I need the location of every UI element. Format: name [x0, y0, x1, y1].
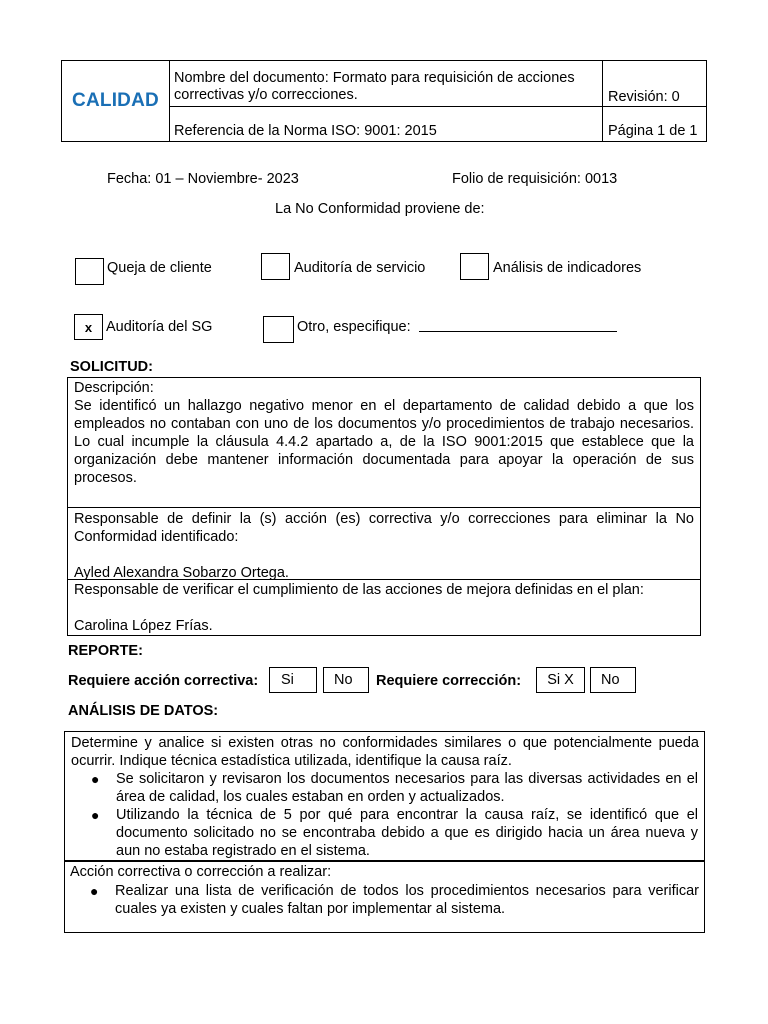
folio: Folio de requisición: 0013 — [452, 171, 618, 187]
action-bullet-list — [69, 882, 699, 918]
checkbox-auditoria-servicio[interactable] — [261, 253, 290, 280]
list-item: ● Utilizando la técnica de 5 por qué para encontrar la causa raíz, se identificó que el documento solicitado no se encontraba debido a que es dirigido hacia un área nueva y aun no estaba registrado en el sistema. — [91, 807, 698, 859]
bullet-icon: ● — [90, 883, 99, 899]
company-logo: CALIDAD — [72, 90, 159, 111]
analisis-instruction: Determine y analice si existen otras no conformidades similares o que potencialmente pueda ocurrir. Indique técnica estadística utilizada, identifique la causa raíz. — [71, 735, 699, 769]
bullet-icon: ● — [91, 771, 100, 787]
checkbox-otro[interactable] — [263, 316, 294, 343]
checkbox-auditoria-sg[interactable]: x — [74, 314, 103, 340]
document-name: Nombre del documento: Formato para requisición de acciones correctivas y/o correcciones. — [174, 70, 575, 103]
corrective-action-label: Requiere acción correctiva: — [68, 673, 259, 689]
document-header — [61, 60, 707, 142]
label-queja-cliente: Queja de cliente — [107, 260, 212, 276]
header-divider — [169, 61, 170, 141]
description-label: Descripción: — [74, 380, 154, 396]
revision: Revisión: 0 — [608, 89, 680, 105]
label-otro: Otro, especifique: — [297, 319, 411, 335]
list-item: ● Realizar una lista de verificación de todos los procedimientos necesarios para verificar cuales ya existen y cuales faltan por implementar al sistema. — [90, 883, 699, 917]
header-divider — [169, 106, 706, 107]
corrective-yes-box[interactable]: Si — [269, 667, 317, 693]
responsible-define-name: Ayled Alexandra Sobarzo Ortega. — [74, 565, 289, 581]
date: Fecha: 01 – Noviembre- 2023 — [107, 171, 299, 187]
label-analisis-indicadores: Análisis de indicadores — [493, 260, 642, 276]
responsible-verify-name: Carolina López Frías. — [74, 618, 213, 634]
corrective-no-box[interactable]: No — [323, 667, 369, 693]
checkbox-queja-cliente[interactable] — [75, 258, 104, 285]
bullet-icon: ● — [91, 807, 100, 823]
correction-yes-box[interactable]: Si X — [536, 667, 585, 693]
label-auditoria-servicio: Auditoría de servicio — [294, 260, 426, 276]
correction-no-box[interactable]: No — [590, 667, 636, 693]
list-item: ● Se solicitaron y revisaron los documentos necesarios para las diversas actividades en el área de calidad, los cuales estaban en orden y actualizados. — [91, 771, 698, 805]
checkbox-analisis-indicadores[interactable] — [460, 253, 489, 280]
reporte-title: REPORTE: — [68, 643, 143, 659]
label-auditoria-sg: Auditoría del SG — [106, 319, 213, 335]
solicitud-divider — [68, 507, 700, 508]
header-divider — [602, 61, 603, 141]
correction-label: Requiere corrección: — [376, 673, 522, 689]
responsible-verify-label: Responsable de verificar el cumplimiento de las acciones de mejora definidas en el plan: — [74, 582, 644, 598]
norm-reference: Referencia de la Norma ISO: 9001: 2015 — [174, 123, 437, 139]
otro-specify-line[interactable] — [419, 331, 617, 332]
analisis-title: ANÁLISIS DE DATOS: — [68, 703, 219, 719]
solicitud-title: SOLICITUD: — [70, 359, 153, 375]
page-number: Página 1 de 1 — [608, 123, 698, 139]
origin-heading: La No Conformidad proviene de: — [275, 201, 485, 217]
action-label: Acción correctiva o corrección a realizar: — [70, 864, 332, 880]
responsible-define-label: Responsable de definir la (s) acción (es) correctiva y/o correcciones para eliminar la No Conformidad identificado: — [74, 511, 694, 545]
description-text: Se identificó un hallazgo negativo menor en el departamento de calidad debido a que los empleados no contaban con uno de los documentos y/o procedimientos de trabajo necesarios. Lo cual incumple la cláusula 4.4.2 apartado a, de la ISO 9001:2015 que establece que la organización debe mantener información documentada para apoyar la operación de sus procesos. — [74, 398, 694, 486]
analisis-bullet-list — [70, 770, 698, 860]
